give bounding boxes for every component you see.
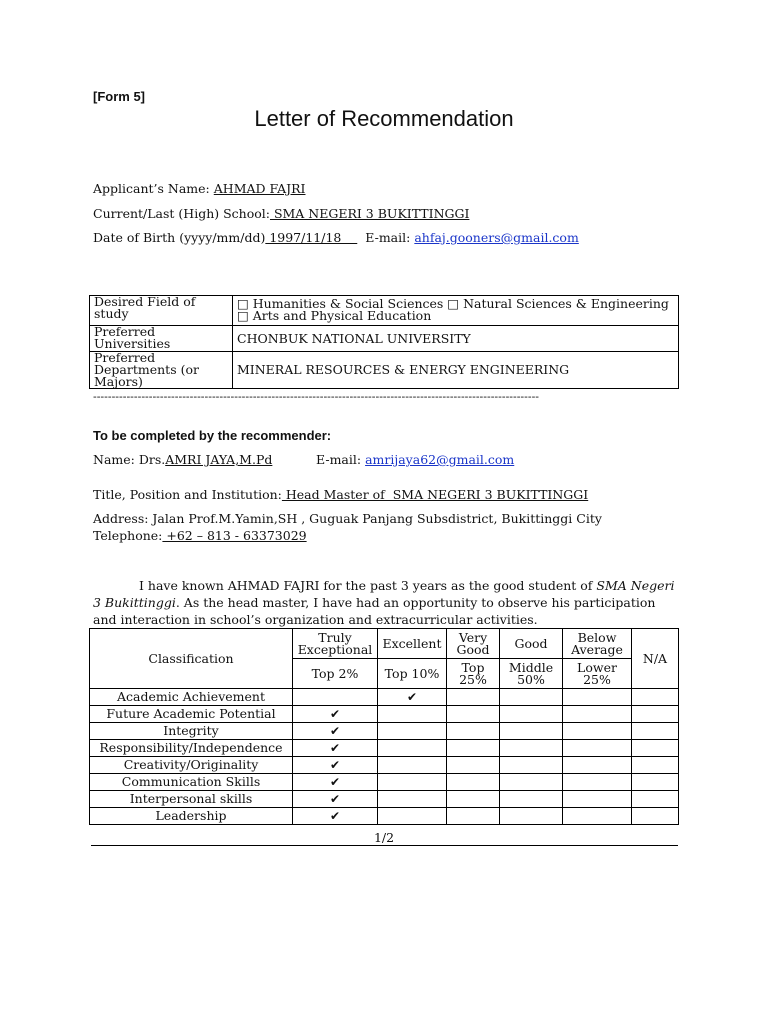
column-range: Top 10% — [378, 659, 447, 689]
rating-cell[interactable] — [378, 740, 447, 757]
column-range: Lower 25% — [563, 659, 632, 689]
rating-cell[interactable] — [632, 791, 679, 808]
recommender-name-label: Name: Drs. — [93, 452, 166, 467]
column-range: Top 25% — [447, 659, 500, 689]
checkmark-icon: ✔ — [406, 690, 418, 704]
column-header: Very Good — [447, 629, 500, 659]
table-row — [90, 740, 679, 757]
criterion-label: Responsibility/Independence — [90, 740, 293, 757]
applicant-email-label: E-mail: — [365, 230, 411, 245]
column-range: Middle 50% — [500, 659, 563, 689]
recommender-phone-label: Telephone: — [93, 528, 163, 543]
table-row — [90, 326, 679, 352]
table-row — [90, 808, 679, 825]
recommender-heading: To be completed by the recommender: — [93, 428, 332, 443]
rating-cell[interactable] — [632, 757, 679, 774]
rating-cell[interactable] — [447, 706, 500, 723]
statement-part-1: I have known AHMAD FAJRI for the past 3 years as the good student of — [139, 578, 597, 593]
dob-line — [93, 230, 579, 245]
criterion-label: Academic Achievement — [90, 689, 293, 706]
rating-cell[interactable] — [293, 740, 378, 757]
rating-header-row — [90, 629, 679, 659]
rating-cell[interactable] — [293, 706, 378, 723]
table-row — [90, 774, 679, 791]
statement-school-italic: SMA Negeri 3 Bukittinggi — [93, 578, 675, 610]
checkmark-icon: ✔ — [329, 792, 341, 806]
school-line — [93, 206, 469, 221]
table-row — [90, 723, 679, 740]
rating-cell[interactable] — [378, 689, 447, 706]
rating-cell[interactable] — [378, 757, 447, 774]
rating-cell[interactable] — [378, 723, 447, 740]
column-header: Truly Exceptional — [293, 629, 378, 659]
rating-cell[interactable] — [293, 808, 378, 825]
criterion-label: Integrity — [90, 723, 293, 740]
statement-paragraph — [93, 577, 678, 628]
table-row — [90, 352, 679, 389]
page-title: Letter of Recommendation — [254, 106, 514, 131]
field-value: CHONBUK NATIONAL UNIVERSITY — [233, 326, 679, 352]
checkmark-icon: ✔ — [329, 741, 341, 755]
rating-cell[interactable] — [293, 757, 378, 774]
rating-cell[interactable] — [447, 689, 500, 706]
checkmark-icon: ✔ — [329, 724, 341, 738]
criterion-label: Leadership — [90, 808, 293, 825]
field-label: Desired Field of study — [90, 296, 233, 326]
statement-part-2: . As the head master, I have had an opportunity to observe his participation and interaction in school’s organization and extracurricular activities. — [93, 595, 656, 627]
rating-cell[interactable] — [293, 791, 378, 808]
rating-cell[interactable] — [632, 740, 679, 757]
recommender-title-line — [93, 487, 588, 502]
rating-cell[interactable] — [447, 723, 500, 740]
rating-cell[interactable] — [447, 791, 500, 808]
checkmark-icon: ✔ — [329, 707, 341, 721]
recommender-name: AMRI JAYA,M.Pd — [165, 452, 273, 467]
rating-cell[interactable] — [447, 757, 500, 774]
recommender-phone: +62 – 813 - 63373029 — [162, 528, 307, 543]
info-table — [89, 295, 679, 389]
rating-cell[interactable] — [563, 791, 632, 808]
criterion-label: Future Academic Potential — [90, 706, 293, 723]
recommender-phone-line — [93, 528, 307, 543]
applicant-name: AHMAD FAJRI — [213, 181, 306, 196]
rating-cell[interactable] — [500, 774, 563, 791]
field-value: MINERAL RESOURCES & ENERGY ENGINEERING — [233, 352, 679, 389]
form-tag: [Form 5] — [93, 89, 145, 104]
rating-cell[interactable] — [500, 740, 563, 757]
rating-cell[interactable] — [563, 774, 632, 791]
table-row — [90, 689, 679, 706]
rating-cell[interactable] — [632, 723, 679, 740]
rating-cell[interactable] — [563, 706, 632, 723]
recommender-email-label: E-mail: — [316, 452, 362, 467]
rating-cell[interactable] — [447, 740, 500, 757]
rating-cell[interactable] — [632, 808, 679, 825]
criterion-label: Interpersonal skills — [90, 791, 293, 808]
applicant-name-label: Applicant’s Name: — [93, 181, 210, 196]
rating-cell[interactable] — [293, 689, 378, 706]
rating-cell[interactable] — [632, 706, 679, 723]
rating-table — [89, 628, 679, 825]
recommender-address: Address: Jalan Prof.M.Yamin,SH , Guguak Panjang Subsdistrict, Bukittinggi City — [93, 511, 602, 526]
checkmark-icon: ✔ — [329, 775, 341, 789]
table-row — [90, 296, 679, 326]
recommender-email-link[interactable]: amrijaya62@gmail.com — [365, 452, 515, 467]
rating-cell[interactable] — [293, 774, 378, 791]
recommender-name-line — [93, 452, 272, 467]
rating-cell[interactable] — [500, 689, 563, 706]
recommender-email-line — [316, 452, 514, 467]
rating-cell[interactable] — [447, 774, 500, 791]
dob-label: Date of Birth (yyyy/mm/dd) — [93, 230, 266, 245]
applicant-email-link[interactable]: ahfaj.gooners@gmail.com — [414, 230, 579, 245]
table-row — [90, 757, 679, 774]
field-value: □ Humanities & Social Sciences □ Natural Sciences & Engineering □ Arts and Physical Education — [233, 296, 679, 326]
recommender-title: Head Master of SMA NEGERI 3 BUKITTINGGI — [281, 487, 589, 502]
rating-cell[interactable] — [378, 774, 447, 791]
rating-cell[interactable] — [378, 791, 447, 808]
field-label: Preferred Universities — [90, 326, 233, 352]
column-header: Below Average — [563, 629, 632, 659]
table-row — [90, 791, 679, 808]
rating-cell[interactable] — [500, 791, 563, 808]
school-label: Current/Last (High) School: — [93, 206, 270, 221]
footer-rule — [91, 845, 678, 846]
school-value: SMA NEGERI 3 BUKITTINGGI — [269, 206, 470, 221]
checkmark-icon: ✔ — [329, 758, 341, 772]
applicant-name-line — [93, 181, 306, 196]
column-header: Good — [500, 629, 563, 659]
rating-cell[interactable] — [378, 706, 447, 723]
page-number: 1/2 — [373, 830, 395, 845]
rating-cell[interactable] — [563, 689, 632, 706]
rating-cell[interactable] — [632, 689, 679, 706]
column-range: Top 2% — [293, 659, 378, 689]
rating-cell[interactable] — [563, 757, 632, 774]
rating-cell[interactable] — [563, 808, 632, 825]
dob-value: 1997/11/18 — [265, 230, 358, 245]
rating-cell[interactable] — [500, 723, 563, 740]
na-header: N/A — [632, 629, 679, 689]
separator: ------------------------------------------------------------------------------------------------------------------------ — [93, 390, 540, 403]
rating-cell[interactable] — [500, 757, 563, 774]
table-row — [90, 706, 679, 723]
rating-cell[interactable] — [632, 774, 679, 791]
column-header: Excellent — [378, 629, 447, 659]
field-label: Preferred Departments (or Majors) — [90, 352, 233, 389]
rating-cell[interactable] — [500, 808, 563, 825]
rating-cell[interactable] — [563, 740, 632, 757]
criterion-label: Communication Skills — [90, 774, 293, 791]
rating-cell[interactable] — [563, 723, 632, 740]
rating-cell[interactable] — [293, 723, 378, 740]
classification-header: Classification — [90, 629, 293, 689]
rating-cell[interactable] — [378, 808, 447, 825]
rating-cell[interactable] — [447, 808, 500, 825]
criterion-label: Creativity/Originality — [90, 757, 293, 774]
recommender-title-label: Title, Position and Institution: — [93, 487, 282, 502]
checkmark-icon: ✔ — [329, 809, 341, 823]
rating-cell[interactable] — [500, 706, 563, 723]
